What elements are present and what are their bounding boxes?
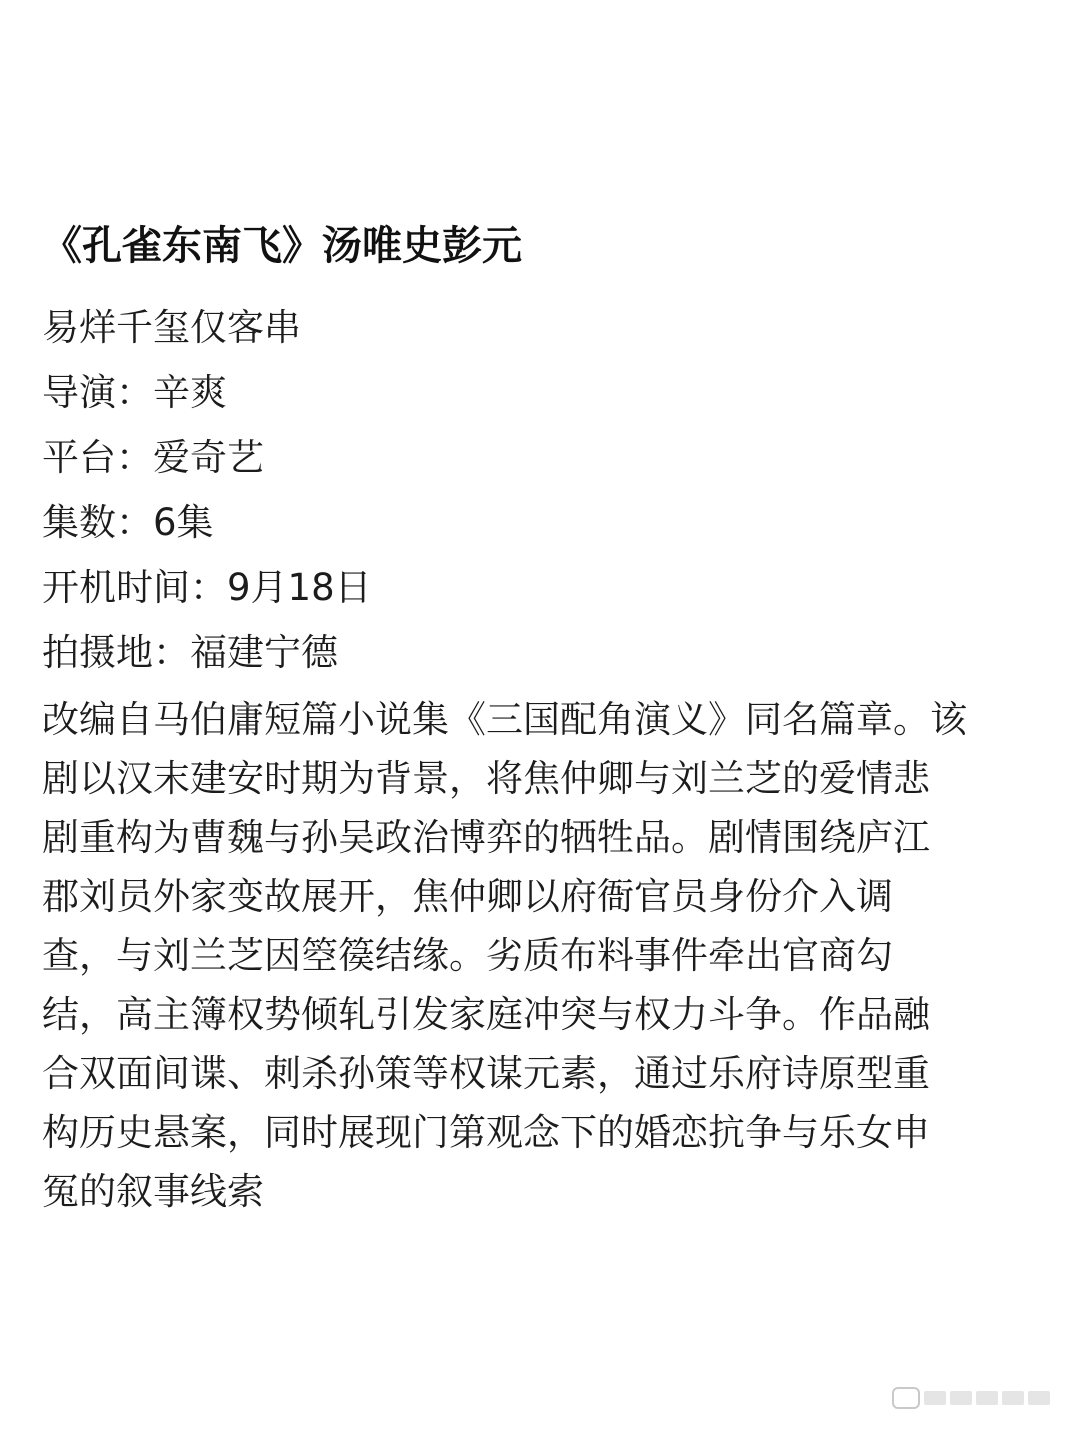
synopsis-line: 冤的叙事线索 [42, 1170, 264, 1213]
synopsis-line: 剧重构为曹魏与孙吴政治博弈的牺牲品。剧情围绕庐江 [42, 816, 930, 859]
post-title: 《孔雀东南飞》汤唯史彭元 [42, 223, 522, 269]
cameo-note: 易烊千玺仅客串 [42, 306, 301, 349]
episodes-line: 集数：6集 [42, 501, 214, 544]
synopsis-line: 改编自马伯庸短篇小说集《三国配角演义》同名篇章。该 [42, 698, 967, 741]
location-line: 拍摄地：福建宁德 [42, 631, 338, 674]
synopsis-line: 构历史悬案，同时展现门第观念下的婚恋抗争与乐女申 [42, 1111, 930, 1154]
watermark-icon [892, 1387, 920, 1409]
synopsis-line: 剧以汉末建安时期为背景，将焦仲卿与刘兰芝的爱情悲 [42, 757, 930, 800]
platform-line: 平台：爱奇艺 [42, 436, 264, 479]
watermark-logo [892, 1386, 1050, 1410]
synopsis-line: 郡刘员外家变故展开，焦仲卿以府衙官员身份介入调 [42, 875, 893, 918]
director-line: 导演：辛爽 [42, 371, 227, 414]
synopsis-line: 结，高主簿权势倾轧引发家庭冲突与权力斗争。作品融 [42, 993, 930, 1036]
synopsis-line: 查，与刘兰芝因箜篌结缘。劣质布料事件牵出官商勾 [42, 934, 893, 977]
synopsis-line: 合双面间谍、刺杀孙策等权谋元素，通过乐府诗原型重 [42, 1052, 930, 1095]
synopsis [42, 694, 1042, 1238]
start-date-line: 开机时间：9月18日 [42, 566, 372, 609]
